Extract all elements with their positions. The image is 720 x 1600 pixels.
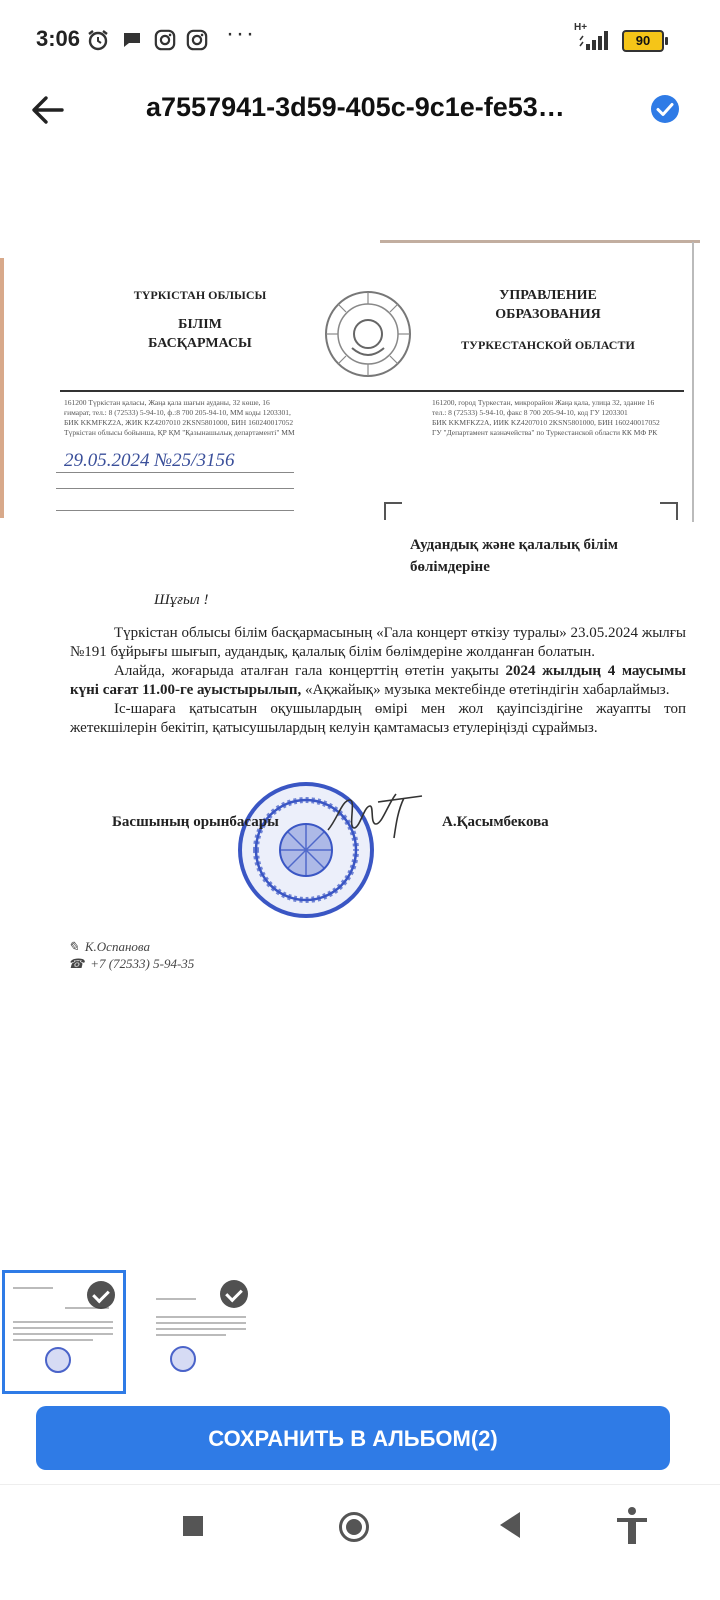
outgoing-number: 29.05.2024 №25/3156 (64, 450, 235, 471)
ru-line3: ТУРКЕСТАНСКОЙ ОБЛАСТИ (461, 338, 635, 352)
phone-icon: ☎ (68, 956, 85, 971)
alarm-icon (86, 28, 110, 52)
letter-body (70, 624, 686, 738)
mini-line (156, 1316, 246, 1318)
thumbnail-strip (0, 1270, 720, 1394)
instagram-icon (154, 29, 176, 51)
text-span: Алайда, жоғарыда аталған гала концерттің өтетін уақыты (114, 663, 506, 679)
address-line: 161200, город Туркестан, микрорайон Жаңа қала, улица 32, здание 16 (432, 398, 655, 407)
address-line: 161200 Түркістан қаласы, Жаңа қала шағын ауданы, 32 көше, 16 (64, 398, 270, 407)
thumbnail-page-1[interactable] (2, 1270, 126, 1394)
urgent-mark: Шұғыл ! (154, 592, 209, 608)
home-icon[interactable] (339, 1512, 369, 1542)
signal-icon (578, 28, 614, 50)
signatory-position: Басшының орынбасары (112, 814, 279, 830)
mini-line (13, 1339, 93, 1341)
network-type: H+ (574, 22, 588, 33)
mini-line (13, 1321, 113, 1323)
address-line: ғимарат, тел.: 8 (72533) 5-94-10, ф.:8 700 205-94-10, ММ коды 1203301, (64, 408, 291, 417)
notification-icons (86, 28, 208, 52)
back-arrow-icon[interactable] (28, 92, 68, 128)
mini-stamp-icon (170, 1346, 196, 1372)
app-header (0, 80, 720, 140)
selected-check-icon[interactable] (650, 94, 680, 124)
battery-icon: 90 (622, 30, 664, 52)
status-bar (0, 0, 720, 80)
mini-line (13, 1327, 113, 1329)
corner-mark (660, 502, 678, 520)
pen-icon: ✎ (68, 939, 79, 954)
kz-address (64, 398, 334, 438)
instagram-icon (186, 29, 208, 51)
form-line (56, 510, 294, 511)
address-line: БИК KKMFKZ2A, ИИК KZ4207010 2KSN5801000, БИН 160240017052 (432, 418, 660, 427)
more-notifications-icon: ··· (226, 20, 256, 47)
ru-line1: УПРАВЛЕНИЕ (499, 288, 597, 303)
paragraph: Іс-шараға қатысатын оқушылардың өмірі мен жол қауіпсіздігіне жауапты топ жетекшілерін бекітіп, қатысушылардың келуін қамтамасыз етулеріңізді сұраймыз. (70, 701, 686, 736)
ru-letterhead (448, 286, 648, 355)
paragraph (70, 662, 686, 700)
mini-line (156, 1298, 196, 1300)
form-line (56, 472, 294, 473)
accessibility-icon[interactable] (614, 1506, 650, 1546)
thumbnail-page-2[interactable] (136, 1272, 256, 1392)
ru-line2: ОБРАЗОВАНИЯ (495, 307, 601, 322)
form-line (56, 488, 294, 489)
bold-span: 2024 жылдың 4 маусымы күні сағат 11.00-ге ауыстырылып, (70, 663, 687, 698)
corner-mark (384, 502, 402, 520)
system-nav-bar (0, 1490, 720, 1560)
address-line: тел.: 8 (72533) 5-94-10, факс 8 700 205-94-10, код ГУ 1203301 (432, 408, 628, 417)
file-title: a7557941-3d59-405c-9c1e-fe53… (146, 92, 565, 122)
paragraph: Түркістан облысы білім басқармасының «Гала концерт өткізу туралы» 23.05.2024 жылғы №191 бұйрығы шығып, аудандық, қалалық білім бөлімдеріне жолданған болатын. (70, 625, 686, 660)
executor-phone: +7 (72533) 5-94-35 (90, 956, 195, 971)
paper-edge (0, 258, 4, 518)
paper-edge (380, 240, 700, 243)
signatory-name: А.Қасымбекова (442, 814, 549, 830)
address-line: ГУ "Департамент казначейства" по Туркестанской области КК МФ РК (432, 428, 658, 437)
save-to-album-button[interactable]: СОХРАНИТЬ В АЛЬБОМ(2) (36, 1406, 670, 1470)
paper-edge (692, 242, 694, 522)
kz-dept-line1: БІЛІМ (178, 317, 222, 332)
handwritten-signature (318, 790, 434, 842)
kz-letterhead (110, 286, 290, 353)
mini-line (156, 1322, 246, 1324)
mini-line (156, 1328, 246, 1330)
recents-icon[interactable] (183, 1516, 203, 1536)
kz-dept-line2: БАСҚАРМАСЫ (148, 336, 252, 351)
state-emblem-icon (322, 288, 414, 380)
kz-region: ТҮРКІСТАН ОБЛЫСЫ (133, 288, 267, 302)
executor-info (68, 938, 194, 972)
selected-check-icon[interactable] (220, 1280, 248, 1308)
executor-name: К.Оспанова (84, 939, 150, 954)
recipient: Аудандық және қалалық білім бөлімдеріне (410, 537, 618, 575)
selected-check-icon[interactable] (87, 1281, 115, 1309)
back-icon[interactable] (500, 1512, 520, 1538)
document-preview[interactable] (0, 238, 720, 1038)
status-time: 3:06 (36, 26, 81, 51)
letterhead-divider (60, 390, 684, 392)
address-line: БИК KKMFKZ2A, ЖИК KZ4207010 2KSN5801000, БИН 160240017052 (64, 418, 294, 427)
mini-stamp-icon (45, 1347, 71, 1373)
mini-line (13, 1287, 53, 1289)
text-span: «Ақжайық» музыка мектебінде өтетіндігін хабарлаймыз. (301, 682, 670, 698)
address-line: Түркістан облысы бойынша, ҚР ҚМ "Қазынашылық департаменті" ММ (64, 428, 295, 437)
chat-icon (120, 28, 144, 52)
divider (0, 1484, 720, 1485)
mini-line (13, 1333, 113, 1335)
mini-line (156, 1334, 226, 1336)
ru-address (432, 398, 682, 438)
